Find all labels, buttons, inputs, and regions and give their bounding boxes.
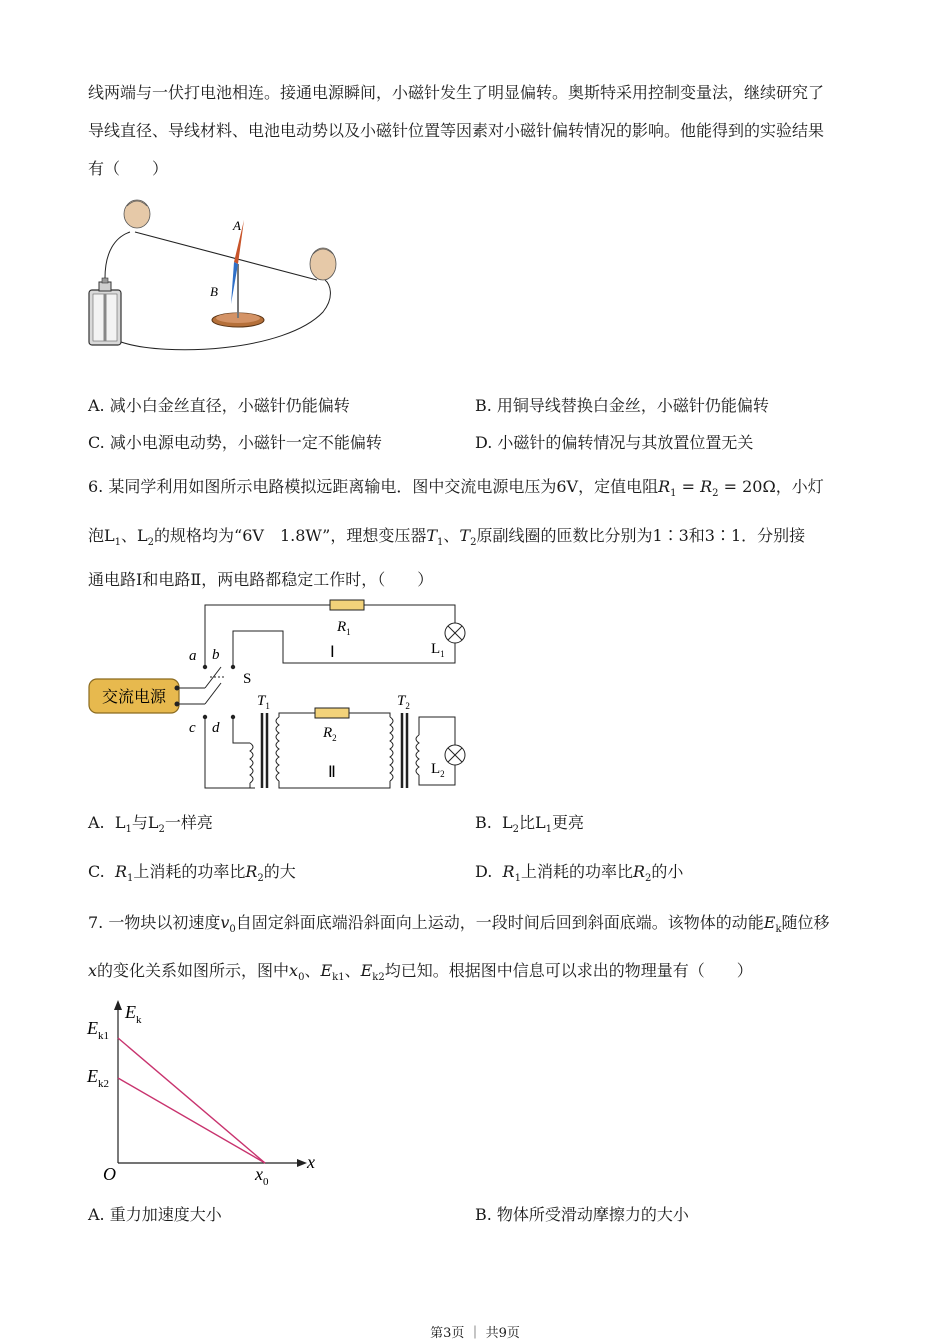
transmission-circuit	[85, 595, 485, 795]
circuit-2-label: Ⅱ	[328, 764, 336, 781]
r1-label: $R_1$	[337, 619, 351, 637]
q6-option-c[interactable]: C. $R_1$上消耗的功率比$R_2$的大	[88, 862, 296, 885]
ac-source-label: 交流电源	[101, 687, 167, 706]
q7-line-1: 7. 一物块以初速度$v_0$自固定斜面底端沿斜面向上运动，一段时间后回到斜面底端。该物体的动能$E_k$随位移	[88, 913, 830, 936]
needle-label-b: B	[210, 284, 218, 299]
q6-option-a[interactable]: A. $L_1$与$L_2$一样亮	[88, 813, 213, 836]
origin-label: O	[103, 1164, 116, 1184]
q6-option-d[interactable]: D. $R_1$上消耗的功率比$R_2$的小	[475, 862, 684, 885]
axis-ek-label: $E_k$	[125, 1002, 142, 1026]
q5-option-a[interactable]: A. 减小白金丝直径，小磁针仍能偏转	[88, 396, 350, 415]
terminal-d: d	[212, 720, 220, 736]
q5-line-2: 导线直径、导线材料、电池电动势以及小磁针位置等因素对小磁针偏转情况的影响。他能得到的实验结果	[88, 121, 825, 140]
ek1-label: $E_{k1}$	[87, 1018, 109, 1042]
switch-label: S	[243, 671, 252, 687]
x0-label: $x_0$	[255, 1164, 269, 1188]
q5-option-c[interactable]: C. 减小电源电动势，小磁针一定不能偏转	[88, 433, 382, 452]
l1-label: $L_1$	[431, 641, 445, 659]
terminal-b: b	[212, 647, 220, 663]
q6-line-2: 泡$L_1$、$L_2$的规格均为“6V 1.8W”，理想变压器$T_1$、$T_2$原副线圈的匝数比分别为1∶3和3∶1．分别接	[88, 526, 806, 549]
terminal-c: c	[189, 720, 196, 736]
q6-line-1: 6. 某同学利用如图所示电路模拟远距离输电．图中交流电源电压为6V，定值电阻$R_1 = R_2 = 20\Omega$，小灯	[88, 477, 824, 500]
q6-option-b[interactable]: B. $L_2$比$L_1$更亮	[475, 813, 585, 836]
q5-option-d[interactable]: D. 小磁针的偏转情况与其放置位置无关	[475, 433, 754, 452]
circuit-1-label: Ⅰ	[330, 644, 335, 661]
q7-option-b[interactable]: B. 物体所受滑动摩擦力的大小	[475, 1205, 689, 1224]
axis-x-label: x	[307, 1152, 315, 1172]
oersted-figure	[85, 192, 345, 357]
l2-label: $L_2$	[431, 761, 445, 779]
q6-line-3: 通电路Ⅰ和电路Ⅱ，两电路都稳定工作时，（ ）	[88, 570, 434, 589]
needle-label-a: A	[233, 218, 241, 233]
q7-option-a[interactable]: A. 重力加速度大小	[88, 1205, 222, 1224]
terminal-a: a	[189, 648, 197, 664]
ek2-label: $E_{k2}$	[87, 1066, 109, 1090]
ek-x-graph	[85, 998, 325, 1188]
t1-label: $T_1$	[257, 693, 270, 711]
page-footer: 第3页 ｜ 共9页	[430, 1326, 520, 1341]
q5-line-3: 有（ ）	[88, 159, 169, 178]
r2-label: $R_2$	[323, 725, 337, 743]
q5-option-b[interactable]: B. 用铜导线替换白金丝，小磁针仍能偏转	[475, 396, 769, 415]
t2-label: $T_2$	[397, 693, 410, 711]
q5-line-1: 线两端与一伏打电池相连。接通电源瞬间，小磁针发生了明显偏转。奥斯特采用控制变量法，继续研究了	[88, 83, 825, 102]
q7-line-2: x的变化关系如图所示，图中$x_0$、$E_{k1}$、$E_{k2}$均已知。根据图中信息可以求出的物理量有（ ）	[88, 961, 753, 984]
